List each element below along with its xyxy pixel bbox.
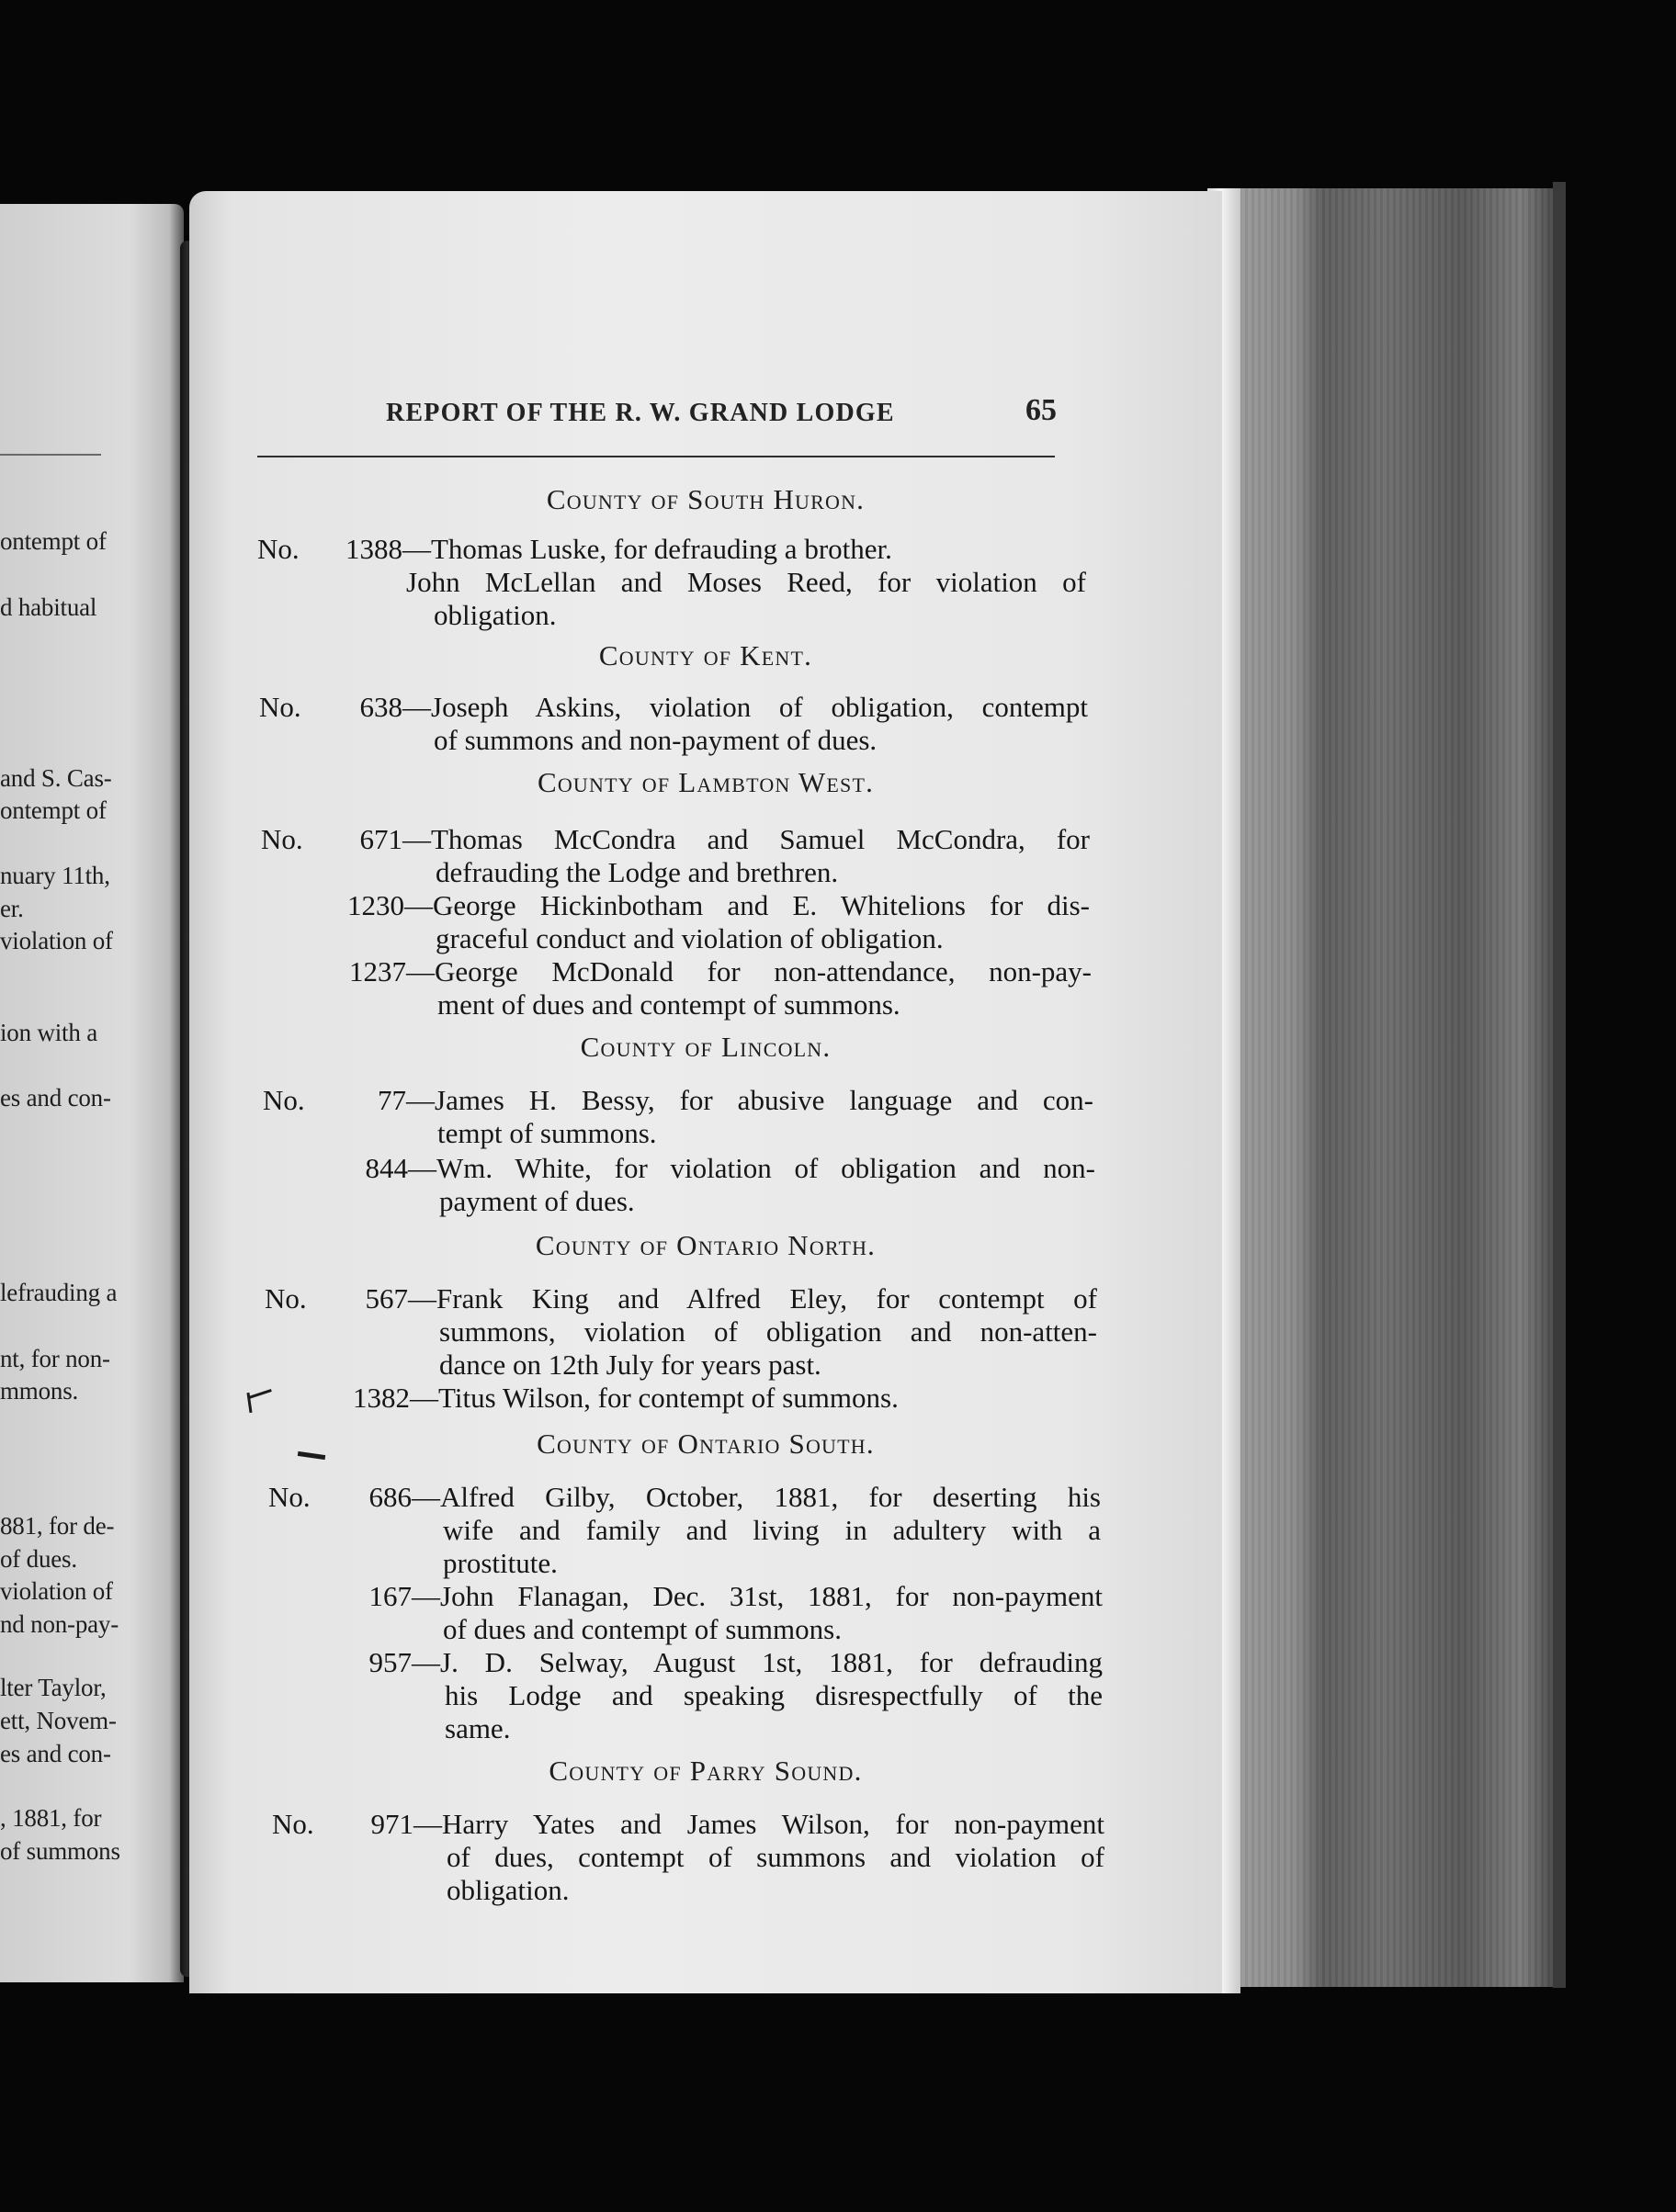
- left-fragment: lefrauding a: [0, 1279, 118, 1306]
- entry-line: John McLellan and Moses Reed, for violation of: [406, 566, 1086, 598]
- left-fragment: nd non-pay-: [0, 1610, 119, 1638]
- entry-line: —John Flanagan, Dec. 31st, 1881, for non-payment: [412, 1580, 1103, 1612]
- left-fragment: ontempt of: [0, 796, 107, 824]
- entry-line: defrauding the Lodge and brethren.: [436, 856, 839, 888]
- entry-text: [413, 1808, 1104, 1841]
- entry-text: [434, 724, 1088, 757]
- entry-line: —Alfred Gilby, October, 1881, for deserting his: [412, 1481, 1101, 1513]
- entry-line: dance on 12th July for years past.: [439, 1349, 821, 1381]
- entry-line: —J. D. Selway, August 1st, 1881, for defrauding: [412, 1646, 1103, 1678]
- pencil-mark: [248, 1389, 272, 1399]
- left-fragment: ett, Novem-: [0, 1707, 117, 1734]
- left-fragment: violation of: [0, 927, 113, 954]
- entry-line: payment of dues.: [439, 1185, 635, 1217]
- lodge-number: 1382: [353, 1382, 410, 1414]
- county-heading: County of Kent.: [598, 639, 813, 672]
- entry-line: wife and family and living in adultery with a: [443, 1514, 1101, 1546]
- entry-text: [406, 566, 1086, 599]
- entry-text: [406, 1084, 1093, 1117]
- entry-text: [447, 1874, 1104, 1907]
- left-fragment: es and con-: [0, 1084, 111, 1112]
- entry-text: [439, 1315, 1097, 1349]
- entry-text: [412, 1580, 1103, 1613]
- left-page: [0, 204, 184, 1982]
- entry-line: of dues and contempt of summons.: [443, 1613, 842, 1645]
- entry-line: —Joseph Askins, violation of obligation, contempt: [402, 691, 1088, 723]
- lodge-number: 1230: [347, 889, 404, 921]
- left-fragment: 881, for de-: [0, 1512, 115, 1540]
- lodge-number: 638: [359, 691, 402, 723]
- left-fragment: er.: [0, 895, 24, 922]
- entry-line: same.: [445, 1712, 511, 1744]
- left-fragment: violation of: [0, 1577, 113, 1605]
- entry-text: [408, 1152, 1095, 1185]
- entry-line: of summons and non-payment of dues.: [434, 724, 878, 756]
- page-number: 65: [1025, 393, 1057, 427]
- book-page-block: [1239, 188, 1560, 1987]
- entry-line: —Harry Yates and James Wilson, for non-payment: [413, 1808, 1104, 1840]
- left-fragment: , 1881, for: [0, 1804, 102, 1832]
- entry-text: [437, 1117, 1093, 1150]
- entry-text: [439, 1349, 1097, 1382]
- entry-text: [445, 1712, 1103, 1745]
- running-head: REPORT OF THE R. W. GRAND LODGE: [386, 399, 895, 427]
- entry-text: [447, 1841, 1104, 1874]
- entry-line: —James H. Bessy, for abusive language and con-: [406, 1084, 1093, 1116]
- left-fragment: d habitual: [0, 593, 97, 621]
- county-heading: County of Ontario North.: [535, 1229, 877, 1261]
- lodge-number: 567: [365, 1282, 408, 1315]
- entry-text: [445, 1679, 1103, 1712]
- lodge-number: 686: [368, 1481, 412, 1513]
- lodge-number: 844: [365, 1152, 408, 1184]
- entry-text: [436, 856, 1090, 889]
- entry-line: —Wm. White, for violation of obligation and non-: [408, 1152, 1095, 1184]
- lodge-number: 957: [368, 1646, 412, 1678]
- entry-line: tempt of summons.: [437, 1117, 657, 1149]
- entry-line: obligation.: [434, 599, 557, 631]
- entry-prefix: No.: [263, 1084, 305, 1116]
- left-fragment: es and con-: [0, 1740, 111, 1767]
- entry-text: [408, 1282, 1097, 1315]
- entry-text: [434, 599, 1086, 632]
- entry-text: [402, 533, 1086, 566]
- entry-line: —George Hickinbotham and E. Whitelions for dis-: [404, 889, 1090, 921]
- entry-line: —Titus Wilson, for contempt of summons.: [410, 1382, 899, 1414]
- entry-line: summons, violation of obligation and non-atten-: [439, 1315, 1097, 1348]
- entry-prefix: No.: [272, 1808, 314, 1840]
- entry-line: graceful conduct and violation of obligation.: [436, 922, 944, 954]
- county-heading: County of Lambton West.: [537, 766, 875, 798]
- right-page: [189, 191, 1222, 1993]
- entry-line: his Lodge and speaking disrespectfully of the: [445, 1679, 1103, 1711]
- entry-text: [410, 1382, 1097, 1415]
- entry-text: [437, 988, 1092, 1021]
- entry-text: [443, 1547, 1101, 1580]
- entry-text: [402, 691, 1088, 724]
- lodge-number: 167: [368, 1580, 412, 1612]
- entry-text: [412, 1646, 1103, 1679]
- entry-text: [443, 1613, 1103, 1646]
- county-heading: County of Lincoln.: [580, 1031, 832, 1063]
- entry-line: ment of dues and contempt of summons.: [437, 988, 900, 1021]
- entry-prefix: No.: [259, 691, 301, 723]
- header-rule: [257, 456, 1055, 457]
- left-fragment: nt, for non-: [0, 1345, 110, 1372]
- lodge-number: 1388: [345, 533, 402, 565]
- entry-text: [439, 1185, 1095, 1218]
- entry-text: [406, 955, 1092, 988]
- county-heading: County of Ontario South.: [537, 1428, 875, 1460]
- lodge-number: 77: [378, 1084, 406, 1116]
- entry-prefix: No.: [265, 1282, 307, 1315]
- entry-text: [436, 922, 1090, 955]
- county-heading: County of South Huron.: [546, 483, 866, 515]
- left-fragment: ion with a: [0, 1019, 97, 1046]
- entry-prefix: No.: [257, 533, 300, 565]
- book-edge-shadow: [1553, 182, 1566, 1988]
- county-heading: County of Parry Sound.: [549, 1755, 863, 1787]
- left-fragment: and S. Cas-: [0, 764, 112, 792]
- left-fragment: mmons.: [0, 1377, 79, 1405]
- entry-text: [443, 1514, 1101, 1547]
- entry-line: obligation.: [447, 1874, 570, 1906]
- entry-text: [412, 1481, 1101, 1514]
- lodge-number: 971: [370, 1808, 413, 1840]
- entry-text: [402, 823, 1090, 856]
- entry-prefix: No.: [268, 1481, 311, 1513]
- left-fragment: of summons: [0, 1837, 120, 1865]
- left-page-rule: [0, 454, 101, 456]
- lodge-number: 1237: [349, 955, 406, 988]
- entry-line: —George McDonald for non-attendance, non-pay-: [406, 955, 1092, 988]
- lodge-number: 671: [359, 823, 402, 855]
- entry-text: [404, 889, 1090, 922]
- entry-line: —Thomas Luske, for defrauding a brother.: [402, 533, 892, 565]
- left-fragment: of dues.: [0, 1545, 77, 1573]
- entry-line: prostitute.: [443, 1547, 558, 1579]
- entry-line: —Frank King and Alfred Eley, for contempt of: [408, 1282, 1097, 1315]
- entry-line: —Thomas McCondra and Samuel McCondra, for: [402, 823, 1090, 855]
- entry-prefix: No.: [261, 823, 303, 855]
- left-fragment: lter Taylor,: [0, 1674, 107, 1701]
- left-fragment: ontempt of: [0, 527, 107, 555]
- entry-line: of dues, contempt of summons and violation of: [447, 1841, 1104, 1873]
- left-fragment: nuary 11th,: [0, 862, 110, 889]
